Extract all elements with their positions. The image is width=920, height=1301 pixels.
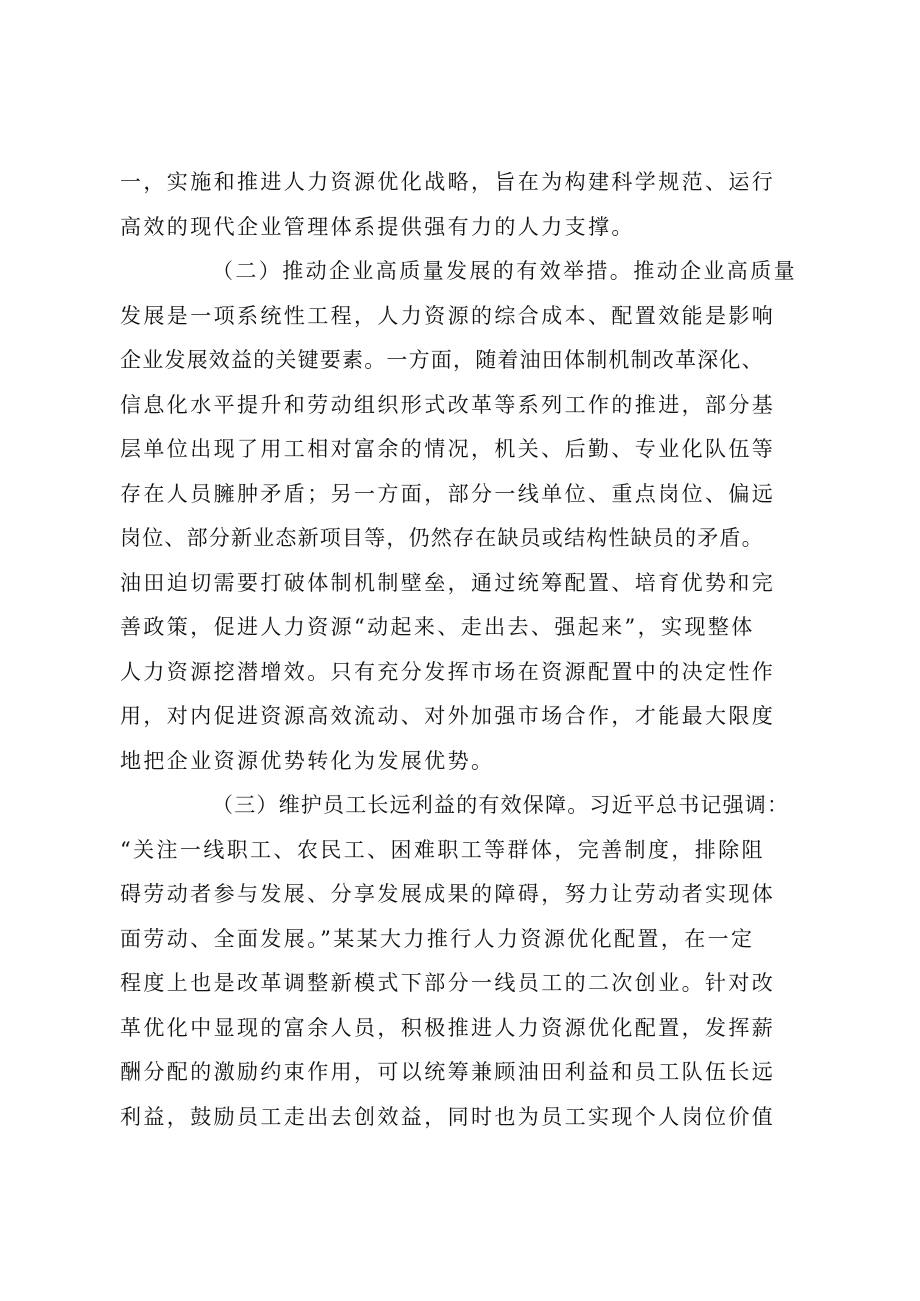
paragraph-line: 油田迫切需要打破体制机制壁垒，通过统筹配置、培育优势和完 (120, 570, 776, 595)
paragraph-3 (120, 783, 810, 1139)
paragraph-1 (120, 160, 810, 249)
paragraph-2 (120, 249, 810, 783)
paragraph-line: 信息化水平提升和劳动组织形式改革等系列工作的推进，部分基 (120, 392, 776, 417)
paragraph-line: “关注一线职工、农民工、困难职工等群体，完善制度，排除阻 (120, 837, 765, 862)
paragraph-line: 碍劳动者参与发展、分享发展成果的障碍，努力让劳动者实现体 (120, 882, 776, 906)
document-body (120, 160, 810, 1139)
paragraph-line: 利益，鼓励员工走出去创效益，同时也为员工实现个人岗位价值 (120, 1104, 776, 1129)
paragraph-line: 企业发展效益的关键要素。一方面，随着油田体制机制改革深化、 (120, 348, 764, 372)
paragraph-line: 高效的现代企业管理体系提供强有力的人力支撑。 (120, 214, 635, 239)
paragraph-line: 用，对内促进资源高效流动、对外加强市场合作，才能最大限度 (120, 704, 776, 728)
paragraph-line: 发展是一项系统性工程，人力资源的综合成本、配置效能是影响 (120, 303, 776, 328)
paragraph-line: 地把企业资源优势转化为发展优势。 (120, 748, 495, 773)
paragraph-line: 善政策，促进人力资源“动起来、走出去、强起来”，实现整体 (120, 615, 755, 639)
paragraph-line: 存在人员臃肿矛盾；另一方面，部分一线单位、重点岗位、偏远 (120, 481, 776, 506)
paragraph-line: 一，实施和推进人力资源优化战略，旨在为构建科学规范、运行 (120, 170, 776, 194)
paragraph-line: 程度上也是改革调整新模式下部分一线员工的二次创业。针对改 (120, 971, 776, 995)
paragraph-line: 革优化中显现的富余人员，积极推进人力资源优化配置，发挥薪 (120, 1015, 776, 1040)
paragraph-heading-line: （三）维护员工长远利益的有效保障。习近平总书记强调： (212, 793, 790, 817)
paragraph-line: 层单位出现了用工相对富余的情况，机关、后勤、专业化队伍等 (120, 437, 776, 461)
paragraph-line: 面劳动、全面发展。”某某大力推行人力资源优化配置，在一定 (120, 926, 755, 951)
paragraph-line: 岗位、部分新业态新项目等，仍然存在缺员或结构性缺员的矛盾。 (120, 526, 764, 550)
paragraph-line: 人力资源挖潜增效。只有充分发挥市场在资源配置中的决定性作 (120, 659, 776, 684)
paragraph-line: 酬分配的激励约束作用，可以统筹兼顾油田利益和员工队伍长远 (120, 1060, 776, 1084)
paragraph-heading-line: （二）推动企业高质量发展的有效举措。推动企业高质量 (212, 259, 797, 283)
